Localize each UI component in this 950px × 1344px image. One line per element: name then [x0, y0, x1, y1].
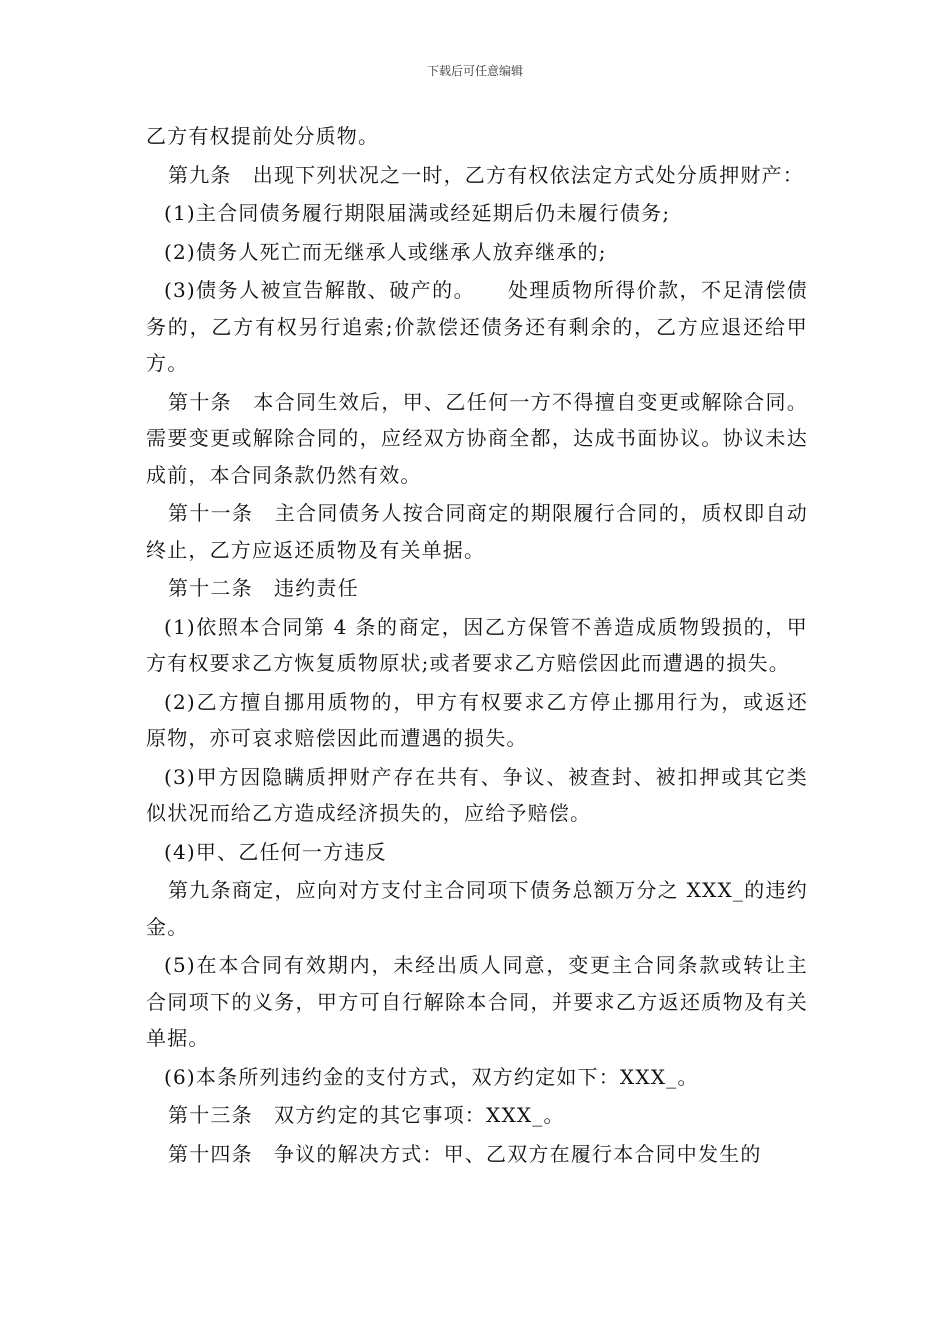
- list-item: (1)主合同债务履行期限届满或经延期后仍未履行债务;: [164, 201, 671, 225]
- article-14: 第十四条 争议的解决方式：甲、乙双方在履行本合同中发生的: [168, 1141, 762, 1166]
- page-header-note: 下载后可任意编辑: [426, 64, 523, 78]
- document-body: [146, 118, 808, 1174]
- paragraph: 第九条商定，应向对方支付主合同项下债务总额万分之 XXX_的违约金。: [146, 878, 808, 939]
- paragraph: 乙方有权提前处分质物。: [146, 124, 380, 148]
- list-item: (2)债务人死亡而无继承人或继承人放弃继承的;: [164, 239, 607, 264]
- list-item: (4)甲、乙任何一方违反: [164, 839, 387, 864]
- list-item: (6)本条所列违约金的支付方式，双方约定如下：XXX_。: [164, 1064, 699, 1089]
- article-11: 第十一条 主合同债务人按合同商定的期限履行合同的，质权即自动终止，乙方应返还质物及有关单据。: [146, 501, 808, 562]
- list-item: (5)在本合同有效期内，未经出质人同意，变更主合同条款或转让主合同项下的义务，甲方可自行解除本合同，并要求乙方返还质物及有关单据。: [146, 953, 808, 1050]
- list-item: (1)依照本合同第 4 条的商定，因乙方保管不善造成质物毁损的，甲方有权要求乙方恢复质物原状;或者要求乙方赔偿因此而遭遇的损失。: [146, 614, 808, 675]
- list-item: (3)债务人被宣告解散、破产的。 处理质物所得价款，不足清偿债务的，乙方有权另行追索;价款偿还债务还有剩余的，乙方应退还给甲方。: [146, 278, 808, 375]
- article-12-heading: 第十二条 违约责任: [168, 576, 359, 600]
- article-10: 第十条 本合同生效后，甲、乙任何一方不得擅自变更或解除合同。需要变更或解除合同的，应经双方协商全都，达成书面协议。协议未达成前，本合同条款仍然有效。: [146, 389, 808, 487]
- article-13: 第十三条 双方约定的其它事项：XXX_。: [168, 1103, 565, 1127]
- list-item: (2)乙方擅自挪用质物的，甲方有权要求乙方停止挪用行为，或返还原物，亦可哀求赔偿因此而遭遇的损失。: [146, 689, 808, 750]
- list-item: (3)甲方因隐瞒质押财产存在共有、争议、被查封、被扣押或其它类似状况而给乙方造成经济损失的，应给予赔偿。: [146, 764, 808, 825]
- article-9: 第九条 出现下列状况之一时，乙方有权依法定方式处分质押财产：: [168, 162, 804, 187]
